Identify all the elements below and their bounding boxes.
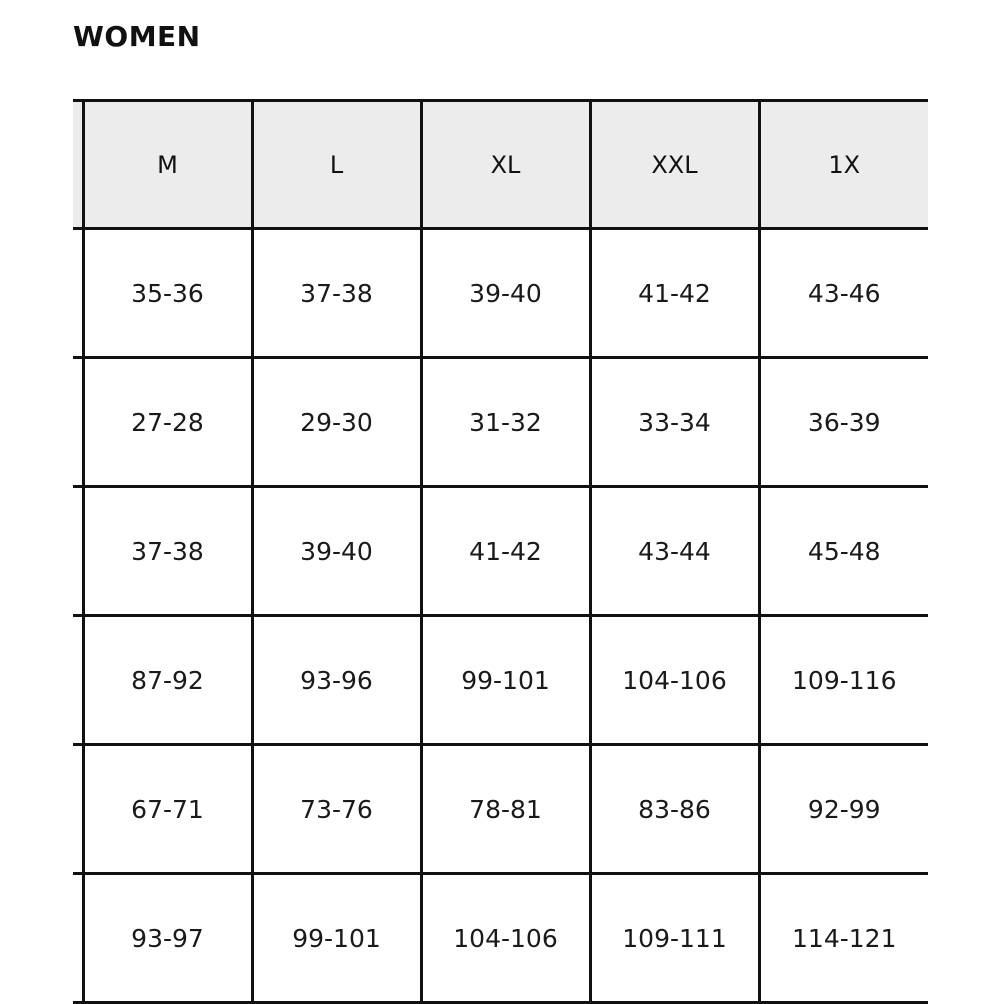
table-cell: 67-71 <box>83 745 252 874</box>
table-row <box>73 616 928 745</box>
table-cell: 45-48 <box>759 487 928 616</box>
header-row <box>73 101 928 229</box>
table-cell: 109-116 <box>759 616 928 745</box>
table-cell: 104-106 <box>590 616 759 745</box>
table-cell: 92-99 <box>759 745 928 874</box>
table-cell: 37-38 <box>83 487 252 616</box>
table-cell: 93-96 <box>252 616 421 745</box>
table-cell: 39-40 <box>421 229 590 358</box>
table-cell: 33-34 <box>590 358 759 487</box>
column-header-m: M <box>83 101 252 229</box>
table-cell: 29-30 <box>252 358 421 487</box>
column-header-l: L <box>252 101 421 229</box>
table-cell: 114-121 <box>759 874 928 1003</box>
table-cell: 35-36 <box>83 229 252 358</box>
page-title: WOMEN <box>73 20 201 53</box>
table-cell: 39-40 <box>252 487 421 616</box>
table-cell: 43-46 <box>759 229 928 358</box>
table-cell: 87-92 <box>83 616 252 745</box>
row-label-stub <box>73 101 83 229</box>
table-row <box>73 745 928 874</box>
column-header-xxl: XXL <box>590 101 759 229</box>
table-row <box>73 487 928 616</box>
table-cell: 27-28 <box>83 358 252 487</box>
table-cell: 83-86 <box>590 745 759 874</box>
table-cell: 73-76 <box>252 745 421 874</box>
table-cell: 109-111 <box>590 874 759 1003</box>
table-cell: 36-39 <box>759 358 928 487</box>
table-cell: 41-42 <box>421 487 590 616</box>
table-cell: 37-38 <box>252 229 421 358</box>
table-row <box>73 358 928 487</box>
table-cell: 43-44 <box>590 487 759 616</box>
row-label-stub <box>73 874 83 1003</box>
row-label-stub <box>73 358 83 487</box>
table-cell: 41-42 <box>590 229 759 358</box>
table-cell: 31-32 <box>421 358 590 487</box>
table-cell: 78-81 <box>421 745 590 874</box>
column-header-1x: 1X <box>759 101 928 229</box>
row-label-stub <box>73 745 83 874</box>
size-chart-table <box>73 99 928 1004</box>
row-label-stub <box>73 229 83 358</box>
table-cell: 93-97 <box>83 874 252 1003</box>
table-cell: 99-101 <box>252 874 421 1003</box>
table-cell: 99-101 <box>421 616 590 745</box>
row-label-stub <box>73 616 83 745</box>
table-row <box>73 874 928 1003</box>
column-header-xl: XL <box>421 101 590 229</box>
row-label-stub <box>73 487 83 616</box>
table-row <box>73 229 928 358</box>
table-cell: 104-106 <box>421 874 590 1003</box>
